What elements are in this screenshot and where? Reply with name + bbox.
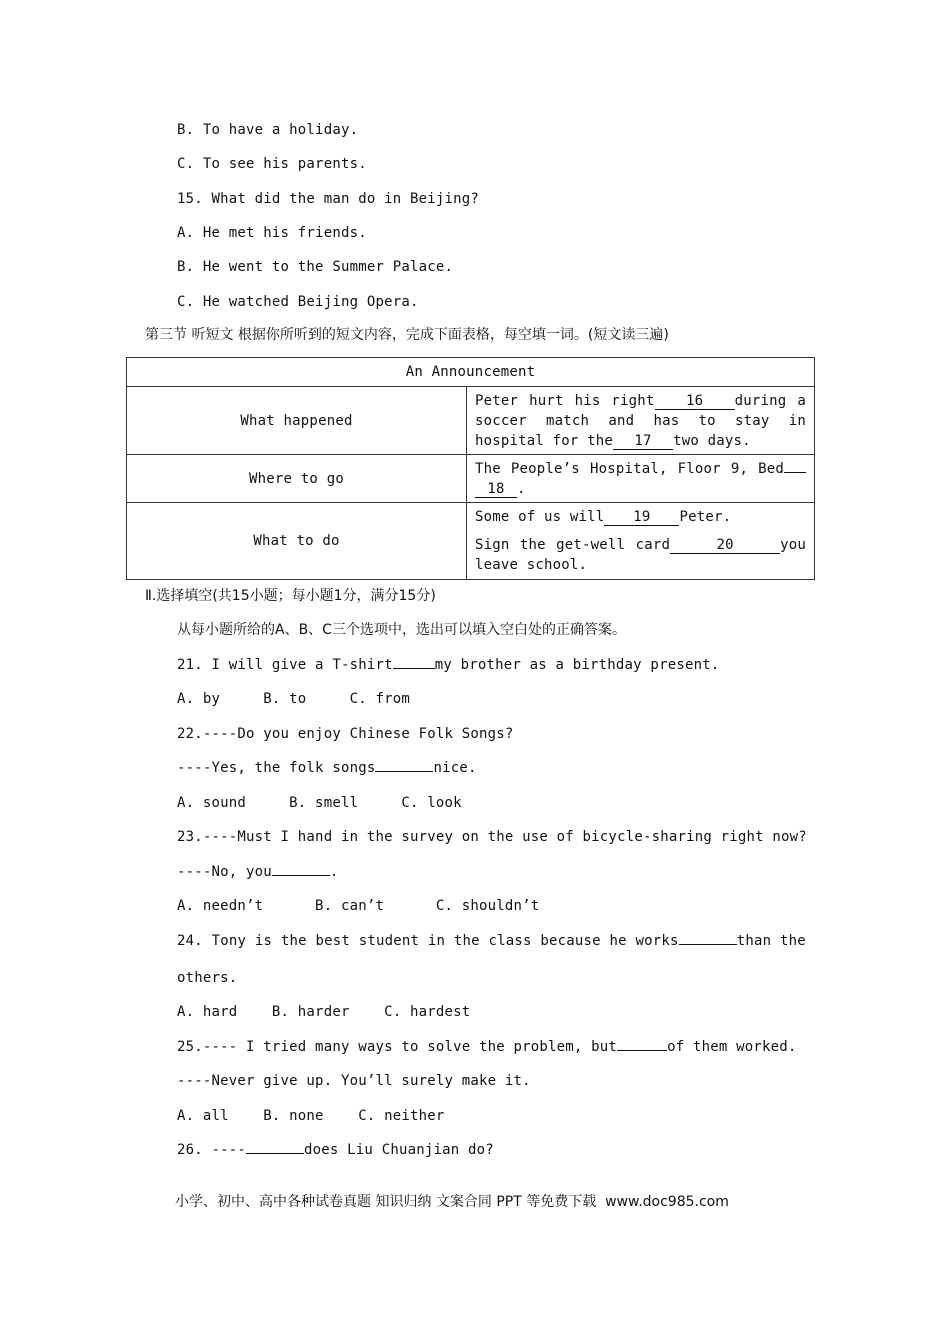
question-21: 21. I will give a T-shirt my brother as a birthday present.	[177, 657, 720, 673]
q15-option-c: C. He watched Beijing Opera.	[177, 294, 419, 310]
row1-line2: soccer match and has to stay in	[475, 412, 806, 429]
blank-26[interactable]	[246, 1153, 304, 1154]
blank-21[interactable]	[393, 668, 435, 669]
row3-line3: leave school.	[475, 557, 588, 573]
q22-answer-line: ----Yes, the folk songs nice.	[177, 760, 477, 776]
part2-instruction: 从每小题所给的A、B、C三个选项中，选出可以填入空白处的正确答案。	[177, 622, 626, 638]
question-23: 23.----Must I hand in the survey on the use of bicycle-sharing right now?	[177, 829, 807, 845]
question-26: 26. ---- does Liu Chuanjian do?	[177, 1142, 494, 1158]
part2-heading: Ⅱ.选择填空(共15小题；每小题1分，满分15分)	[145, 588, 436, 604]
blank-20[interactable]: 20	[670, 537, 780, 554]
q25-response: ----Never give up. You’ll surely make it.	[177, 1073, 531, 1089]
row2-line1: The People’s Hospital, Floor 9, Bed	[475, 459, 806, 479]
table-title: An Announcement	[127, 358, 815, 387]
question-22: 22.----Do you enjoy Chinese Folk Songs?	[177, 726, 514, 742]
q23-options: A. needn’t B. can’t C. shouldn’t	[177, 898, 540, 914]
row1-line1: Peter hurt his right 16 during a	[475, 392, 806, 409]
q22-options: A. sound B. smell C. look	[177, 795, 462, 811]
blank-23[interactable]	[272, 875, 330, 876]
footer-ad: 小学、初中、高中各种试卷真题 知识归纳 文案合同 PPT 等免费下载 www.doc985.com	[175, 1194, 729, 1210]
row1-line3: hospital for the 17 two days.	[475, 432, 751, 449]
q24-options: A. hard B. harder C. hardest	[177, 1004, 471, 1020]
blank-22[interactable]	[375, 771, 433, 772]
question-15: 15. What did the man do in Beijing?	[177, 191, 480, 207]
q24-line2: others.	[177, 970, 238, 986]
blank-19[interactable]: 19	[604, 509, 679, 526]
blank-25[interactable]	[617, 1050, 667, 1051]
row-label-where-to-go: Where to go	[127, 455, 467, 503]
q15-option-b: B. He went to the Summer Palace.	[177, 259, 454, 275]
row-label-what-to-do: What to do	[127, 503, 467, 580]
row3-line2: Sign the get-well card 20 you	[475, 537, 806, 553]
row-label-what-happened: What happened	[127, 387, 467, 455]
blank-17[interactable]: 17	[613, 433, 673, 450]
blank-24[interactable]	[679, 944, 737, 945]
q14-option-c: C. To see his parents.	[177, 156, 367, 172]
row-content-what-to-do	[467, 503, 815, 580]
q23-answer-line: ----No, you .	[177, 864, 339, 880]
row3-line1: Some of us will 19 Peter.	[475, 509, 732, 525]
section3-heading: 第三节 听短文 根据你所听到的短文内容，完成下面表格，每空填一词。(短文读三遍)	[145, 327, 669, 343]
blank-18[interactable]: 18	[475, 481, 517, 498]
q14-option-b: B. To have a holiday.	[177, 122, 359, 138]
q15-option-a: A. He met his friends.	[177, 225, 367, 241]
row-content-what-happened	[467, 387, 815, 455]
row-content-where-to-go	[467, 455, 815, 503]
q25-options: A. all B. none C. neither	[177, 1108, 445, 1124]
question-24: 24. Tony is the best student in the class because he works than the	[177, 933, 806, 949]
announcement-table	[126, 357, 815, 580]
row2-line2: 18 .	[475, 479, 806, 499]
blank-16[interactable]: 16	[655, 393, 735, 410]
question-25: 25.---- I tried many ways to solve the problem, but of them worked.	[177, 1039, 797, 1055]
q21-options: A. by B. to C. from	[177, 691, 410, 707]
